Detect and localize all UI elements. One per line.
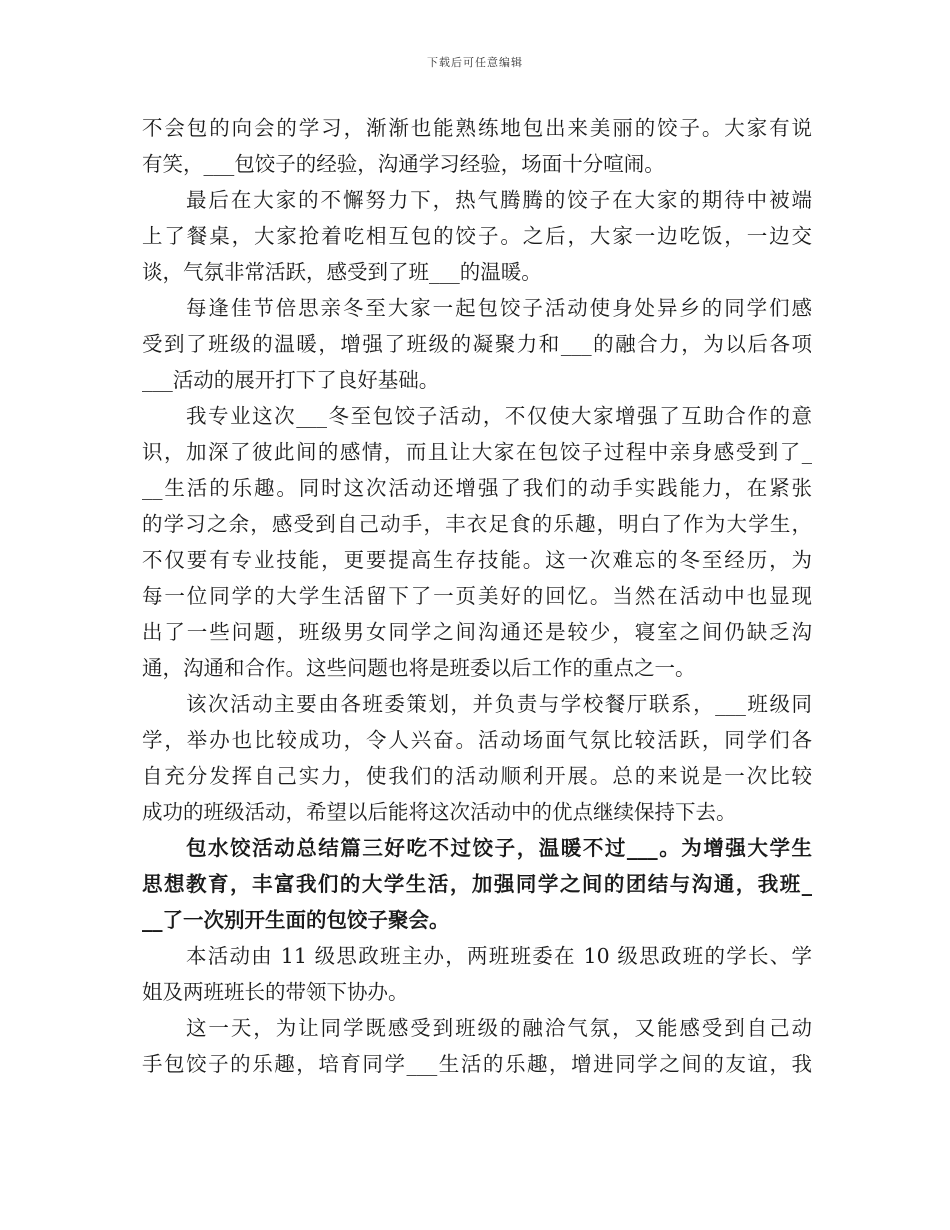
text-line: 姐及两班班长的带领下协办。 [142,980,409,1004]
document-body [142,110,812,1082]
text-line: __生活的乐趣。同时这次活动还增强了我们的动手实践能力，在紧张 [142,476,812,500]
heading-line: 包水饺活动总结篇三好吃不过饺子，温暖不过___。为增强大学生 [186,836,812,860]
text-line: 通，沟通和合作。这些问题也将是班委以后工作的重点之一。 [142,656,696,680]
text-line: 成功的班级活动，希望以后能将这次活动中的优点继续保持下去。 [142,800,737,824]
text-line: 本活动由 11 级思政班主办，两班班委在 10 级思政班的学长、学 [186,944,812,968]
text-line: 有笑，___包饺子的经验，沟通学习经验，场面十分喧闹。 [142,152,665,176]
text-line: 谈，气氛非常活跃，感受到了班___的温暖。 [142,260,542,284]
heading-line: __了一次别开生面的包饺子聚会。 [142,908,450,932]
heading-line: 思想教育，丰富我们的大学生活，加强同学之间的团结与沟通，我班_ [142,872,812,896]
text-line: ___活动的展开打下了良好基础。 [142,368,440,392]
text-line: 这一天，为让同学既感受到班级的融洽气氛，又能感受到自己动 [186,1016,812,1040]
text-line: 的学习之余，感受到自己动手，丰衣足食的乐趣，明白了作为大学生， [142,512,812,536]
text-line: 不仅要有专业技能，更要提高生存技能。这一次难忘的冬至经历，为 [142,548,812,572]
page-header: 下载后可任意编辑 [427,56,523,69]
text-line: 该次活动主要由各班委策划，并负责与学校餐厅联系，___班级同 [186,692,812,716]
text-line: 我专业这次___冬至包饺子活动，不仅使大家增强了互助合作的意 [186,404,812,428]
text-line: 受到了班级的温暖，增强了班级的凝聚力和___的融合力，为以后各项 [142,332,812,356]
text-line: 出了一些问题，班级男女同学之间沟通还是较少，寝室之间仍缺乏沟 [142,620,812,644]
text-line: 每逢佳节倍思亲冬至大家一起包饺子活动使身处异乡的同学们感 [186,296,812,320]
text-line: 学，举办也比较成功，令人兴奋。活动场面气氛比较活跃，同学们各 [142,728,812,752]
text-line: 识，加深了彼此间的感情，而且让大家在包饺子过程中亲身感受到了_ [142,440,812,464]
text-line: 手包饺子的乐趣，培育同学___生活的乐趣，增进同学之间的友谊，我 [142,1052,812,1076]
text-line: 上了餐桌，大家抢着吃相互包的饺子。之后，大家一边吃饭，一边交 [142,224,812,248]
text-line: 不会包的向会的学习，渐渐也能熟练地包出来美丽的饺子。大家有说 [142,116,812,140]
text-line: 最后在大家的不懈努力下，热气腾腾的饺子在大家的期待中被端 [186,188,812,212]
text-line: 每一位同学的大学生活留下了一页美好的回忆。当然在活动中也显现 [142,584,812,608]
text-line: 自充分发挥自己实力，使我们的活动顺利开展。总的来说是一次比较 [142,764,812,788]
